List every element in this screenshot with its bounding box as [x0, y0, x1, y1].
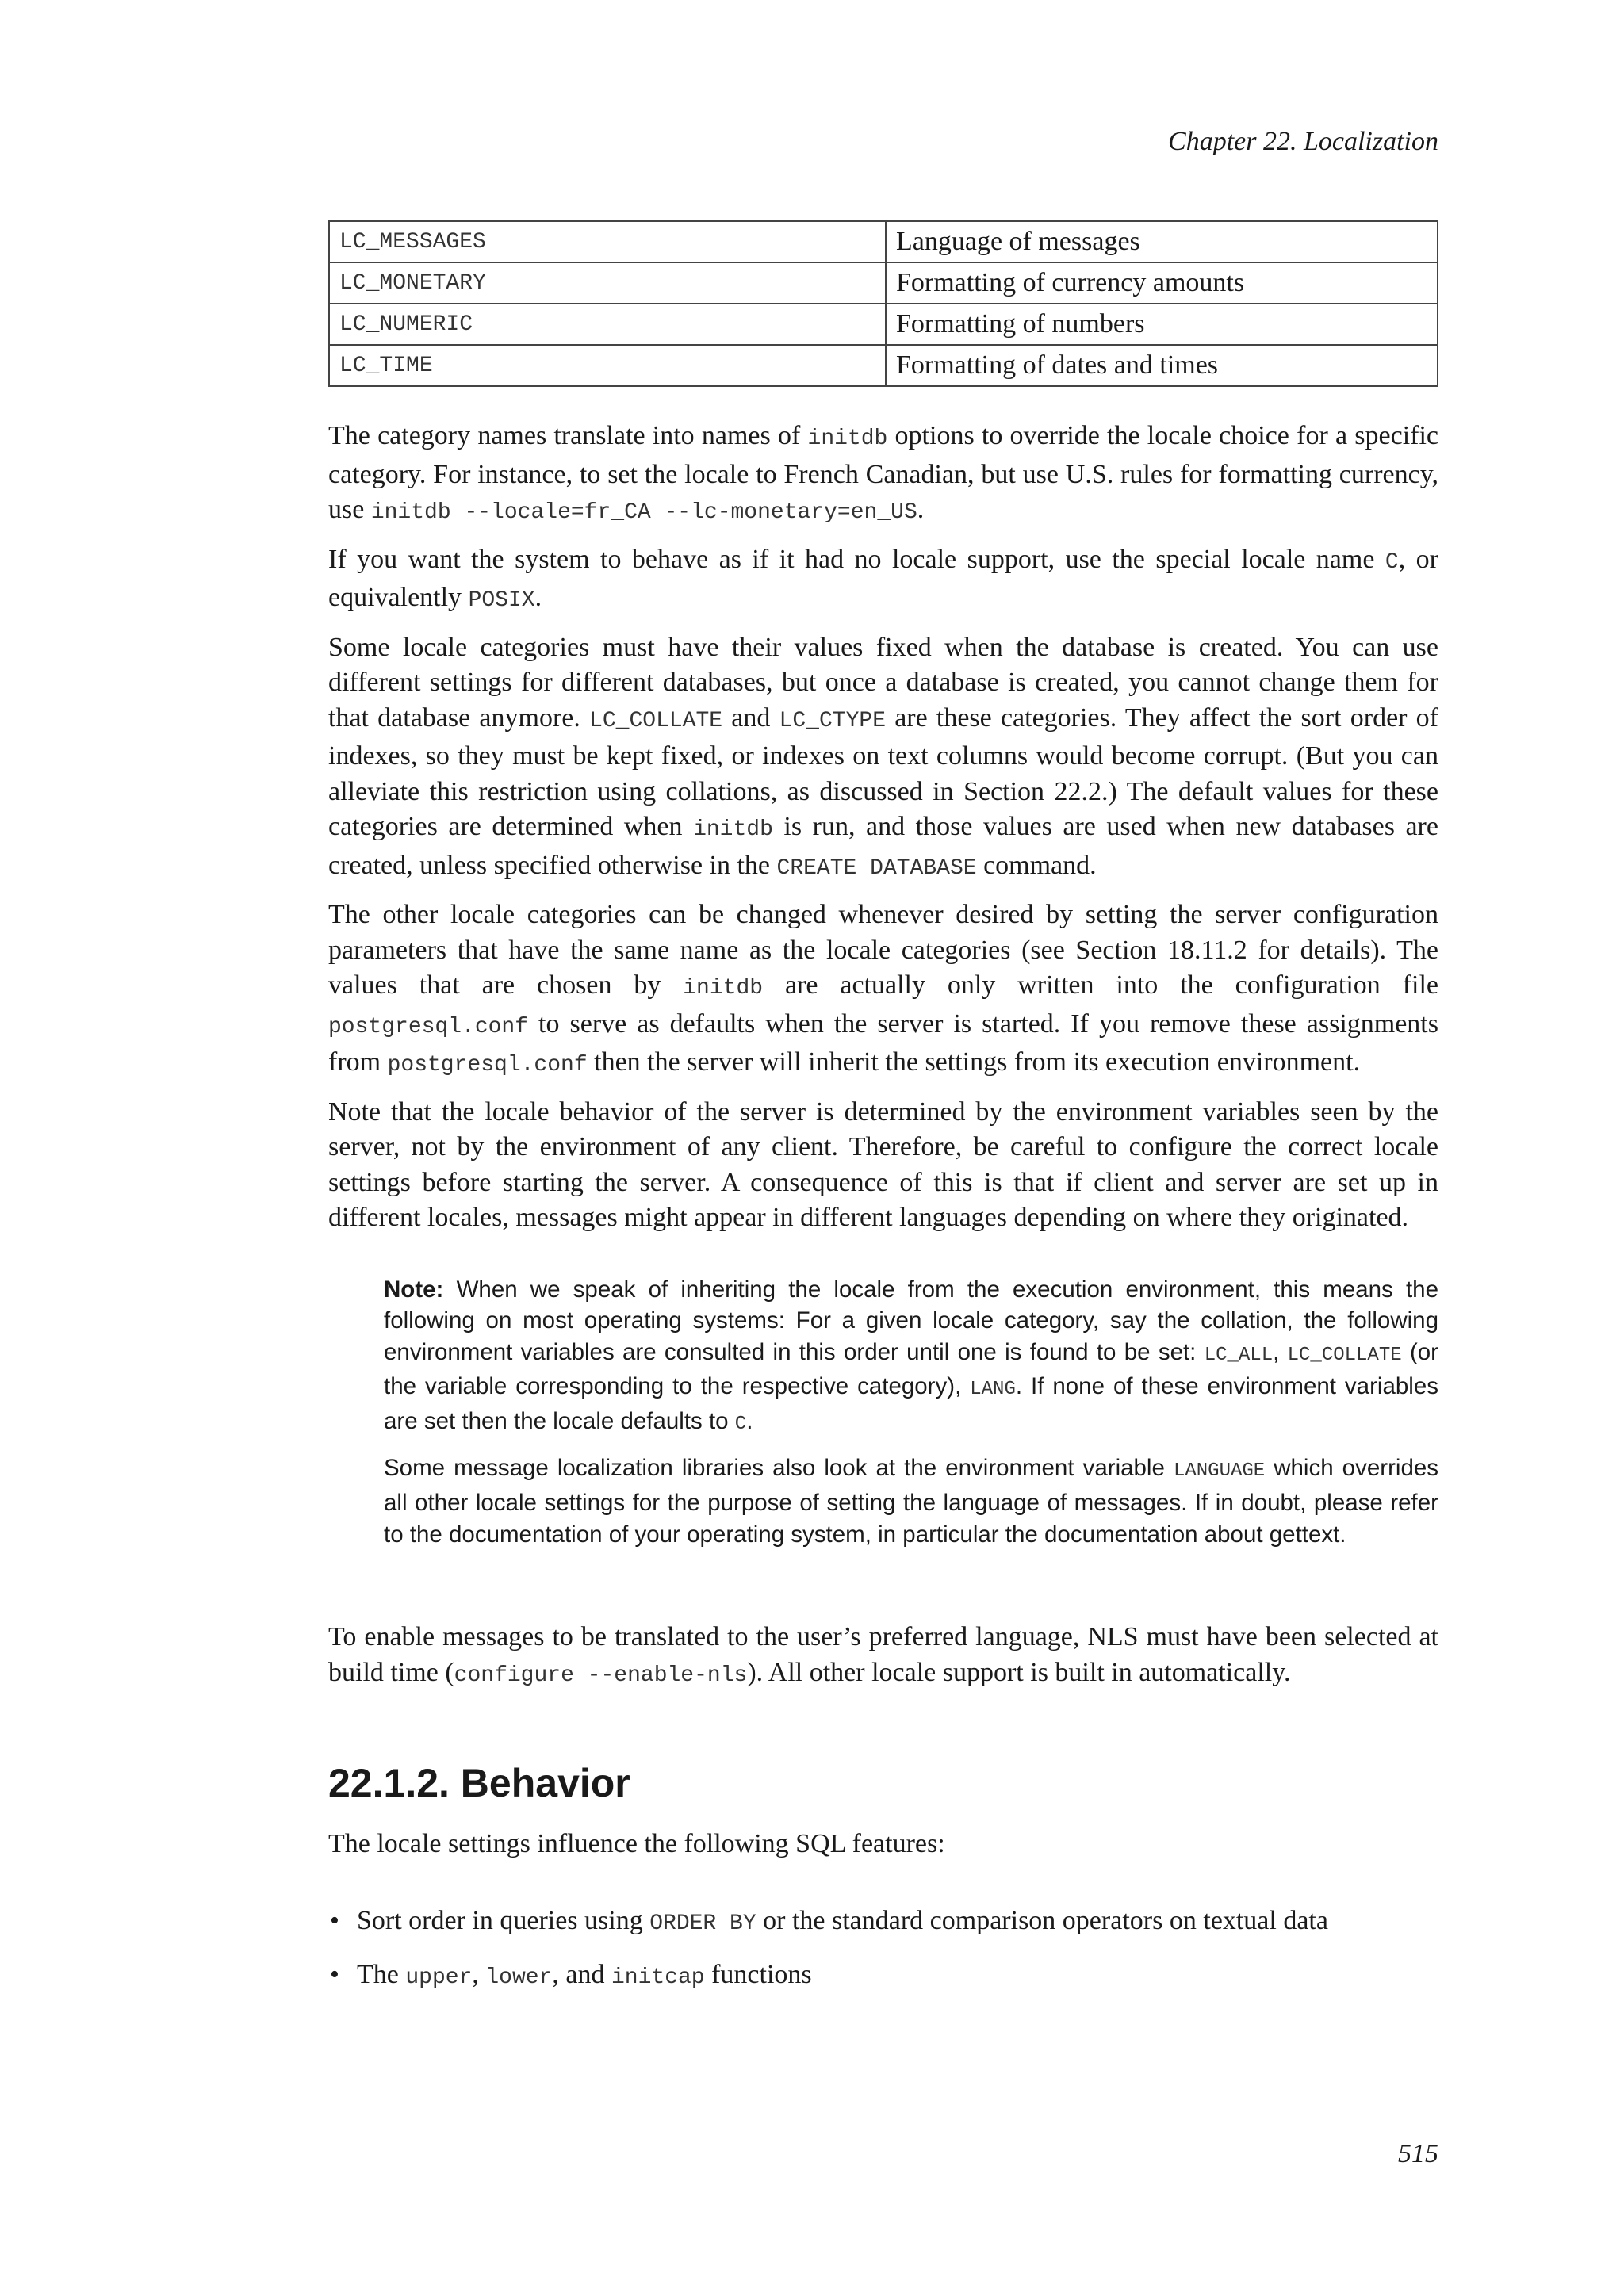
text: , and [552, 1959, 611, 1989]
text: The [357, 1959, 406, 1989]
table-cell-description: Formatting of dates and times [886, 345, 1438, 386]
text: then the server will inherit the settings from its execution environment. [587, 1047, 1361, 1077]
text: Sort order in queries using [357, 1905, 650, 1935]
code-initdb: initdb [683, 976, 764, 1001]
list-item [328, 1904, 1438, 1942]
text: functions [704, 1959, 812, 1989]
text: , [1273, 1338, 1288, 1365]
page-content [328, 220, 1438, 2011]
code-order-by: ORDER BY [649, 1911, 756, 1936]
text: or the standard comparison operators on textual data [756, 1905, 1328, 1935]
code-c: C [734, 1413, 747, 1435]
code-create-database: CREATE DATABASE [776, 855, 977, 881]
text: , [472, 1959, 486, 1989]
text: (or the variable corresponding to the respective category), [384, 1338, 1438, 1400]
table-cell-category: LC_TIME [329, 345, 886, 386]
text: . If none of these environment variables are set then the locale defaults to [384, 1373, 1438, 1434]
code-lc-all: LC_ALL [1204, 1344, 1274, 1366]
table-cell-category: LC_MONETARY [329, 262, 886, 304]
paragraph-nls [328, 1620, 1438, 1693]
code-c: C [1385, 549, 1399, 575]
text: , or equivalently [328, 544, 1438, 612]
list-item [328, 1957, 1438, 1996]
code-lower: lower [485, 1965, 553, 1990]
note-paragraph [384, 1274, 1438, 1441]
locale-category-table [328, 220, 1438, 387]
paragraph-fixed-categories [328, 630, 1438, 887]
text: is run, and those values are used when new databases are created, unless specified otherwise in the [328, 812, 1438, 880]
text: When we speak of inheriting the locale from the execution environment, this means the following on most operating systems: For a given locale category, say the collation, the following environment variables are consulted in this order until one is found to be set: [384, 1276, 1438, 1365]
text: . [917, 495, 925, 524]
code-initdb: initdb [807, 427, 888, 451]
code-language: LANGUAGE [1173, 1460, 1266, 1483]
paragraph-server-environment: Note that the locale behavior of the server is determined by the environment variables seen by the server, not by the environment of any client. Therefore, be careful to configure the correct locale settings before starting the server. A consequence of this is that if client and server are set up in different locales, messages might appear in different languages depending on where they originated. [328, 1096, 1438, 1232]
section-heading: 22.1.2. Behavior [328, 1761, 630, 1806]
text: and [722, 702, 779, 733]
code-configure: configure --enable-nls [454, 1663, 748, 1688]
bullet-icon: • [330, 1905, 339, 1935]
table-row [329, 262, 1438, 304]
text: command. [976, 850, 1097, 880]
text: If you want the system to behave as if it had no locale support, use the special locale name [328, 544, 1385, 574]
table-row [329, 345, 1438, 386]
note-box [384, 1274, 1438, 1551]
chapter-header: Chapter 22. Localization [1168, 127, 1438, 156]
text: are these categories. They affect the sort order of indexes, so they must be kept fixed, or indexes on text columns would become corrupt. (But you can alleviate this restriction using collations, as discussed in Section 22.2.) The default values for these categories are determined when [328, 702, 1438, 841]
table-cell-description: Formatting of numbers [886, 304, 1438, 345]
paragraph-no-locale [328, 542, 1438, 619]
paragraph-category-names [328, 419, 1438, 531]
code-posix: POSIX [468, 588, 535, 613]
code-postgresql-conf: postgresql.conf [387, 1053, 588, 1077]
table-row [329, 304, 1438, 345]
code-lc-collate: LC_COLLATE [1287, 1344, 1402, 1366]
text: Some locale categories must have their values fixed when the database is created. You can use different settings for different databases, but once a database is created, you cannot change them for that database anymore. [328, 632, 1438, 733]
text: which overrides all other locale settings for the purpose of setting the language of messages. If in doubt, please refer to the documentation of your operating system, in particular the documentation about gettext. [384, 1455, 1439, 1548]
text: . [534, 583, 542, 612]
text: The category names translate into names of [328, 421, 808, 450]
table-cell-description: Formatting of currency amounts [886, 262, 1438, 304]
text: Some message localization libraries also look at the environment variable [384, 1455, 1174, 1482]
table-cell-category: LC_MESSAGES [329, 221, 886, 262]
table-row [329, 221, 1438, 262]
code-upper: upper [405, 1965, 473, 1990]
text: To enable messages to be translated to the user’s preferred language, NLS must have been selected at build time ( [328, 1622, 1438, 1687]
code-initdb-command: initdb --locale=fr_CA --lc-monetary=en_US [370, 500, 917, 525]
table-cell-description: Language of messages [886, 221, 1438, 262]
feature-list [328, 1904, 1438, 1996]
text: options to override the locale choice for a specific category. For instance, to set the locale to French Canadian, but use U.S. rules for formatting currency, use [328, 421, 1439, 524]
text: are actually only written into the configuration file [763, 970, 1438, 1000]
page-number: 515 [1398, 2139, 1438, 2168]
text: to serve as defaults when the server is started. If you remove these assignments from [328, 1008, 1438, 1077]
code-lc-ctype: LC_CTYPE [779, 708, 886, 733]
paragraph-other-categories [328, 897, 1438, 1084]
code-lang: LANG [970, 1379, 1016, 1401]
note-label: Note: [384, 1276, 444, 1303]
code-initcap: initcap [611, 1965, 705, 1990]
paragraph-features-intro: The locale settings influence the following SQL features: [328, 1829, 945, 1859]
table-cell-category: LC_NUMERIC [329, 304, 886, 345]
text: ). All other locale support is built in automatically. [747, 1657, 1291, 1687]
code-initdb: initdb [693, 817, 773, 842]
text: The other locale categories can be changed whenever desired by setting the server configuration parameters that have the same name as the locale categories (see Section 18.11.2 for details). The values that are chosen by [328, 900, 1438, 1000]
code-lc-collate: LC_COLLATE [589, 708, 723, 733]
code-postgresql-conf: postgresql.conf [328, 1014, 529, 1039]
note-paragraph [384, 1452, 1438, 1550]
bullet-icon: • [330, 1959, 339, 1989]
text: . [746, 1407, 753, 1434]
